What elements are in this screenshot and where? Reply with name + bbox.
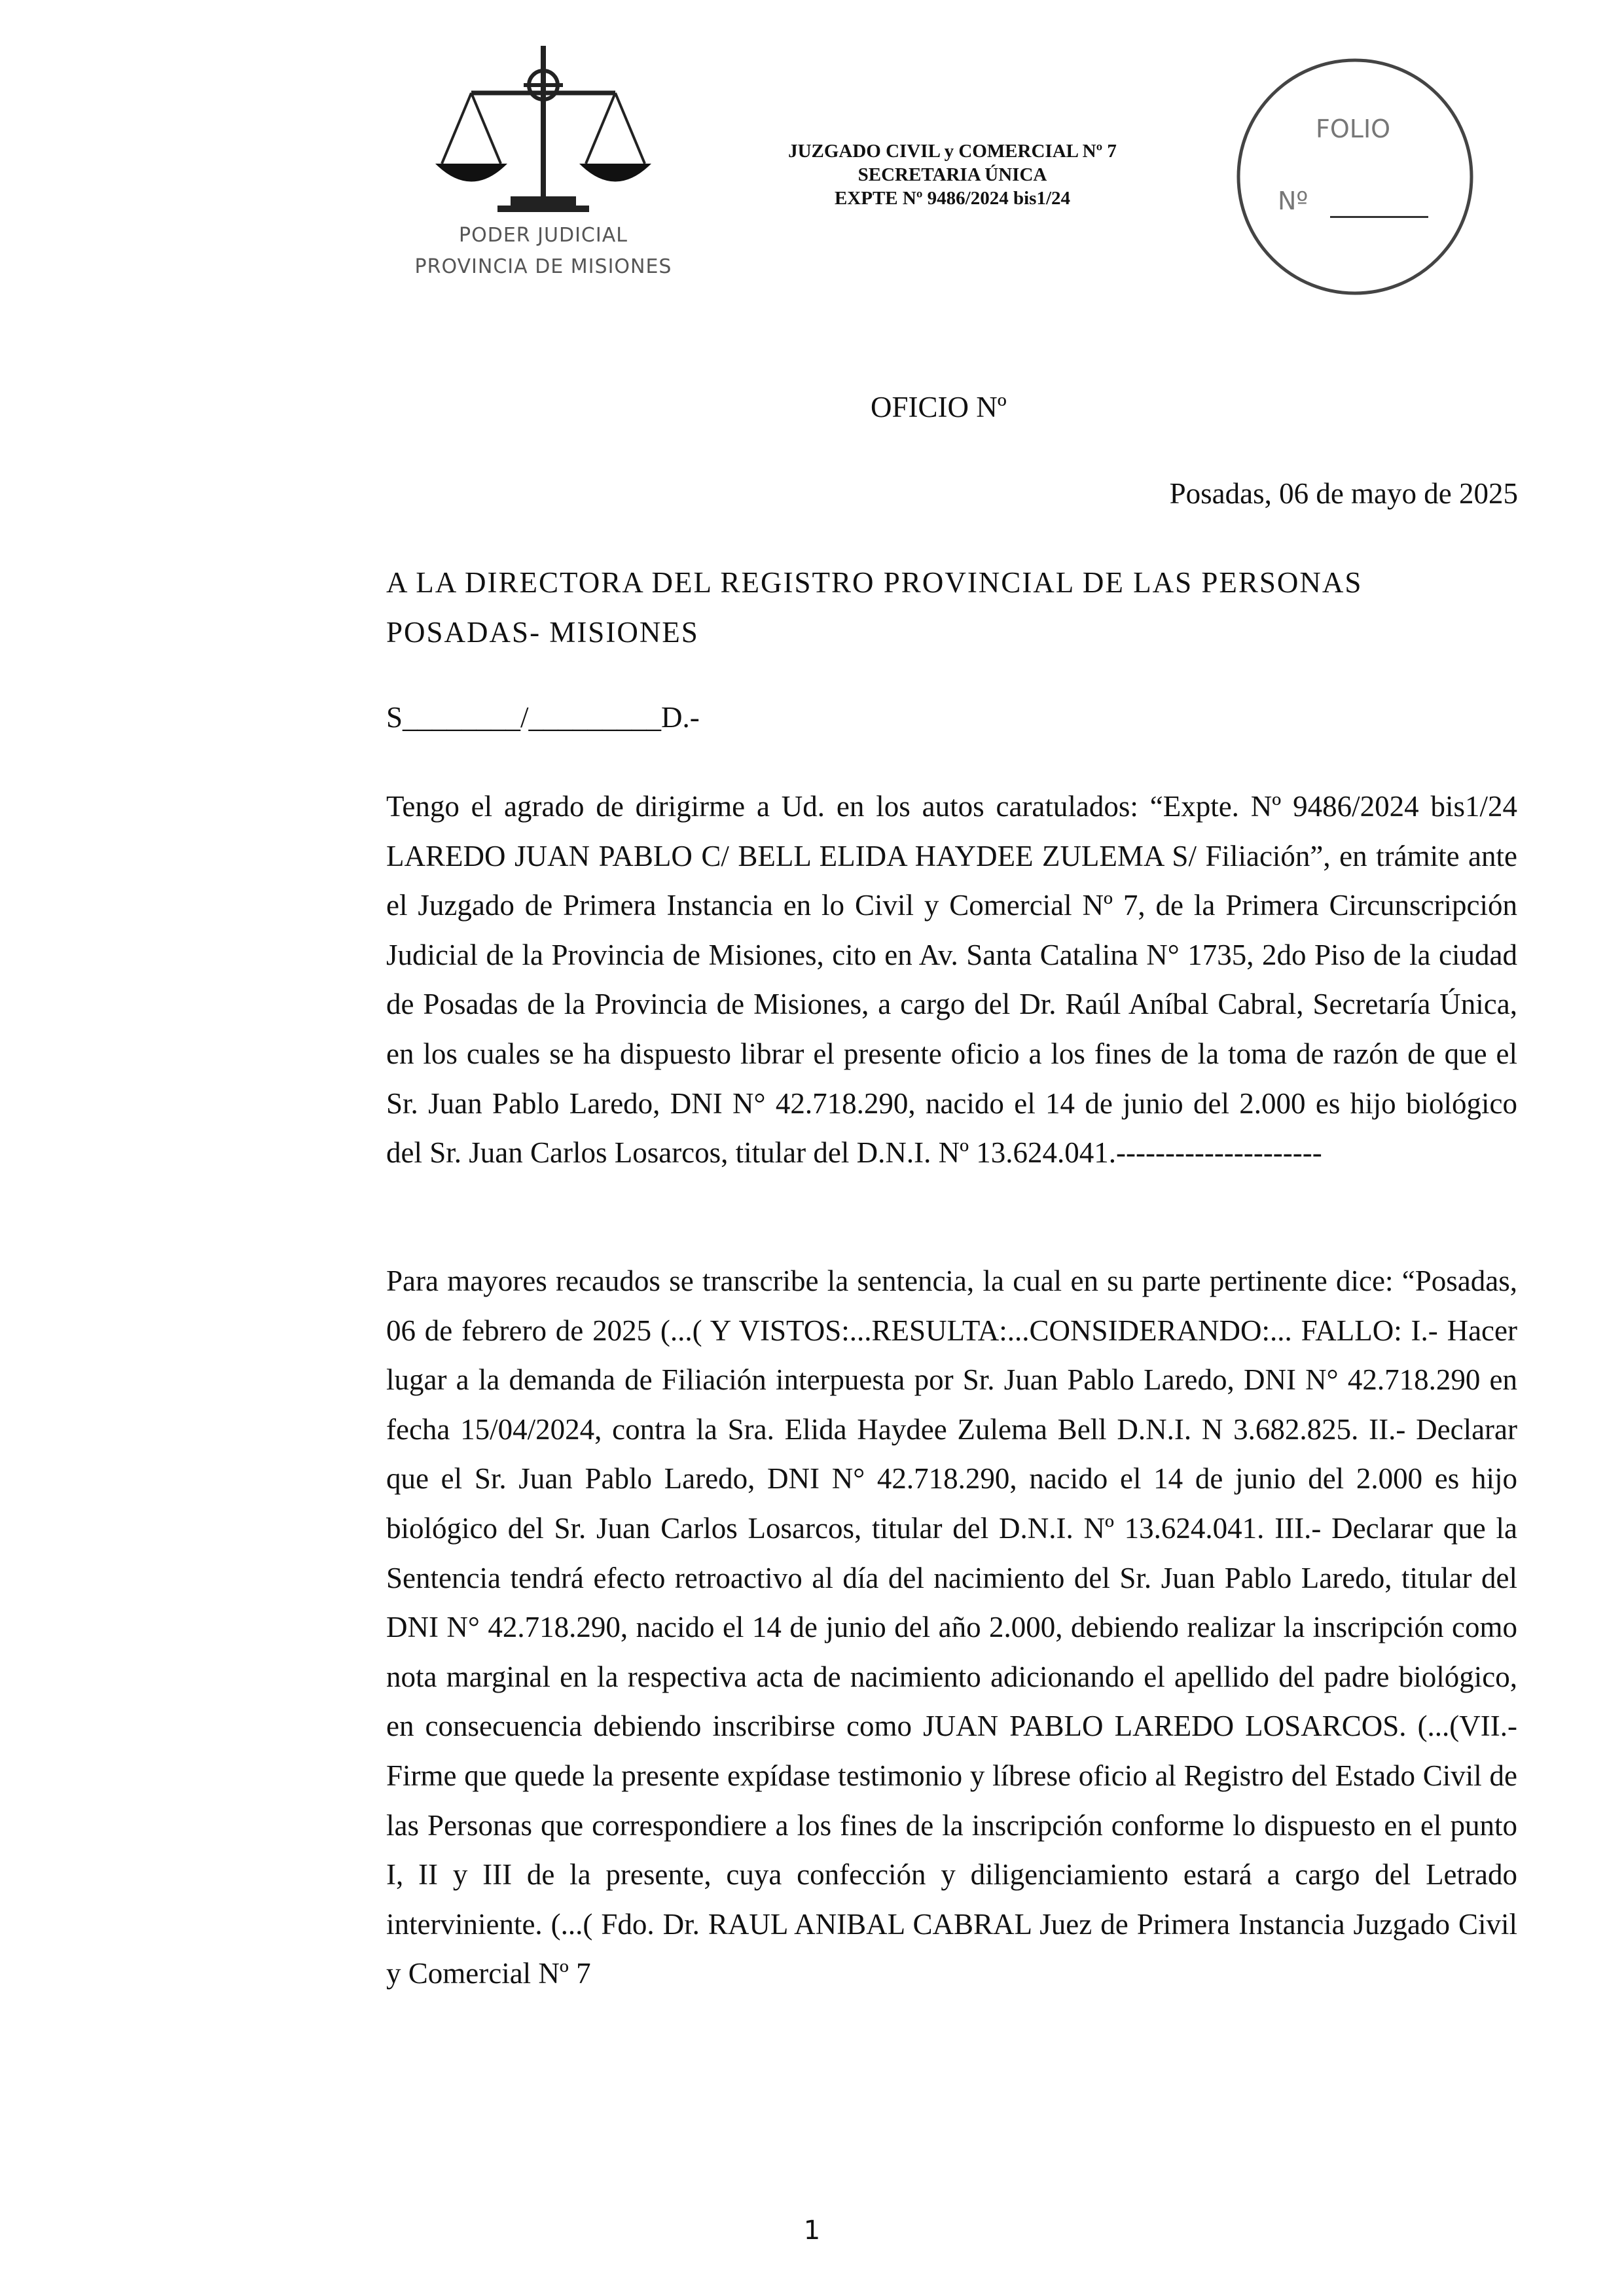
case-number: EXPTE Nº 9486/2024 bis1/24 [834,188,1071,209]
folio-number-line [1330,216,1428,218]
folio-title: FOLIO [1316,115,1391,143]
logo-line-2: PROVINCIA DE MISIONES [414,255,672,278]
document-title: OFICIO Nº [871,391,1007,423]
folio-circle-icon [1231,52,1479,301]
addressee [386,558,1517,657]
court-name: JUZGADO CIVIL y COMERCIAL Nº 7 [788,141,1117,162]
logo-line-1: PODER JUDICIAL [459,224,628,247]
salutation: S________/_________D.- [386,701,700,734]
folio-stamp [1231,52,1479,301]
body-paragraph-2: Para mayores recaudos se transcribe la sentencia, la cual en su parte pertinente dice: “Posadas, 06 de febrero de 2025 (...( Y VISTOS:...RESULTA:...CONSIDERANDO:... FALLO: I.- Hacer lugar a la demanda de Filiación interpuesta por Sr. Juan Pablo Laredo, DNI N° 42.718.290 en fecha 15/04/2024, contra la Sra. Elida Haydee Zulema Bell D.N.I. N 3.682.825. II.- Declarar que el Sr. Juan Pablo Laredo, DNI N° 42.718.290, nacido el 14 de junio del 2.000 es hijo biológico del Sr. Juan Carlos Losarcos, titular del D.N.I. Nº 13.624.041. III.- Declarar que la Sentencia tendrá efecto retroactivo al día del nacimiento del Sr. Juan Pablo Laredo, titular del DNI N° 42.718.290, nacido el 14 de junio del año 2.000, debiendo realizar la inscripción como nota marginal en la respectiva acta de nacimiento adicionando el apellido del padre biológico, en consecuencia debiendo inscribirse como JUAN PABLO LAREDO LOSARCOS. (...(VII.- Firme que quede la presente expídase testimonio y líbrese oficio al Registro del Estado Civil de las Personas que correspondiere a los fines de la inscripción conforme lo dispuesto en el punto I, II y III de la presente, cuya confección y diligenciamiento estará a cargo del Letrado interviniente. (...( Fdo. Dr. RAUL ANIBAL CABRAL Juez de Primera Instancia Juzgado Civil y Comercial Nº 7 [386,1265,1517,1990]
scales-of-justice-icon [432,39,655,216]
addressee-line-1: A LA DIRECTORA DEL REGISTRO PROVINCIAL DE LAS PERSONAS [386,566,1363,599]
body-paragraph-1: Tengo el agrado de dirigirme a Ud. en los autos caratulados: “Expte. Nº 9486/2024 bis1/24 LAREDO JUAN PABLO C/ BELL ELIDA HAYDEE ZULEMA S/ Filiación”, en trámite ante el Juzgado de Primera Instancia en lo Civil y Comercial Nº 7, de la Primera Circunscripción Judicial de la Provincia de Misiones, cito en Av. Santa Catalina N° 1735, 2do Piso de la ciudad de Posadas de la Provincia de Misiones, a cargo del Dr. Raúl Aníbal Cabral, Secretaría Única, en los cuales se ha dispuesto librar el presente oficio a los fines de la toma de razón de que el Sr. Juan Pablo Laredo, DNI N° 42.718.290, nacido el 14 de junio del 2.000 es hijo biológico del Sr. Juan Carlos Losarcos, titular del D.N.I. Nº 13.624.041.--------------------- [386,790,1517,1170]
court-header [740,139,1165,210]
page-number: 1 [803,2215,821,2246]
court-secretariat: SECRETARIA ÚNICA [857,164,1047,185]
judicial-logo [393,39,694,295]
addressee-line-2: POSADAS- MISIONES [386,616,699,649]
document-date: Posadas, 06 de mayo de 2025 [1169,477,1518,510]
folio-number-label: Nº [1278,187,1308,215]
